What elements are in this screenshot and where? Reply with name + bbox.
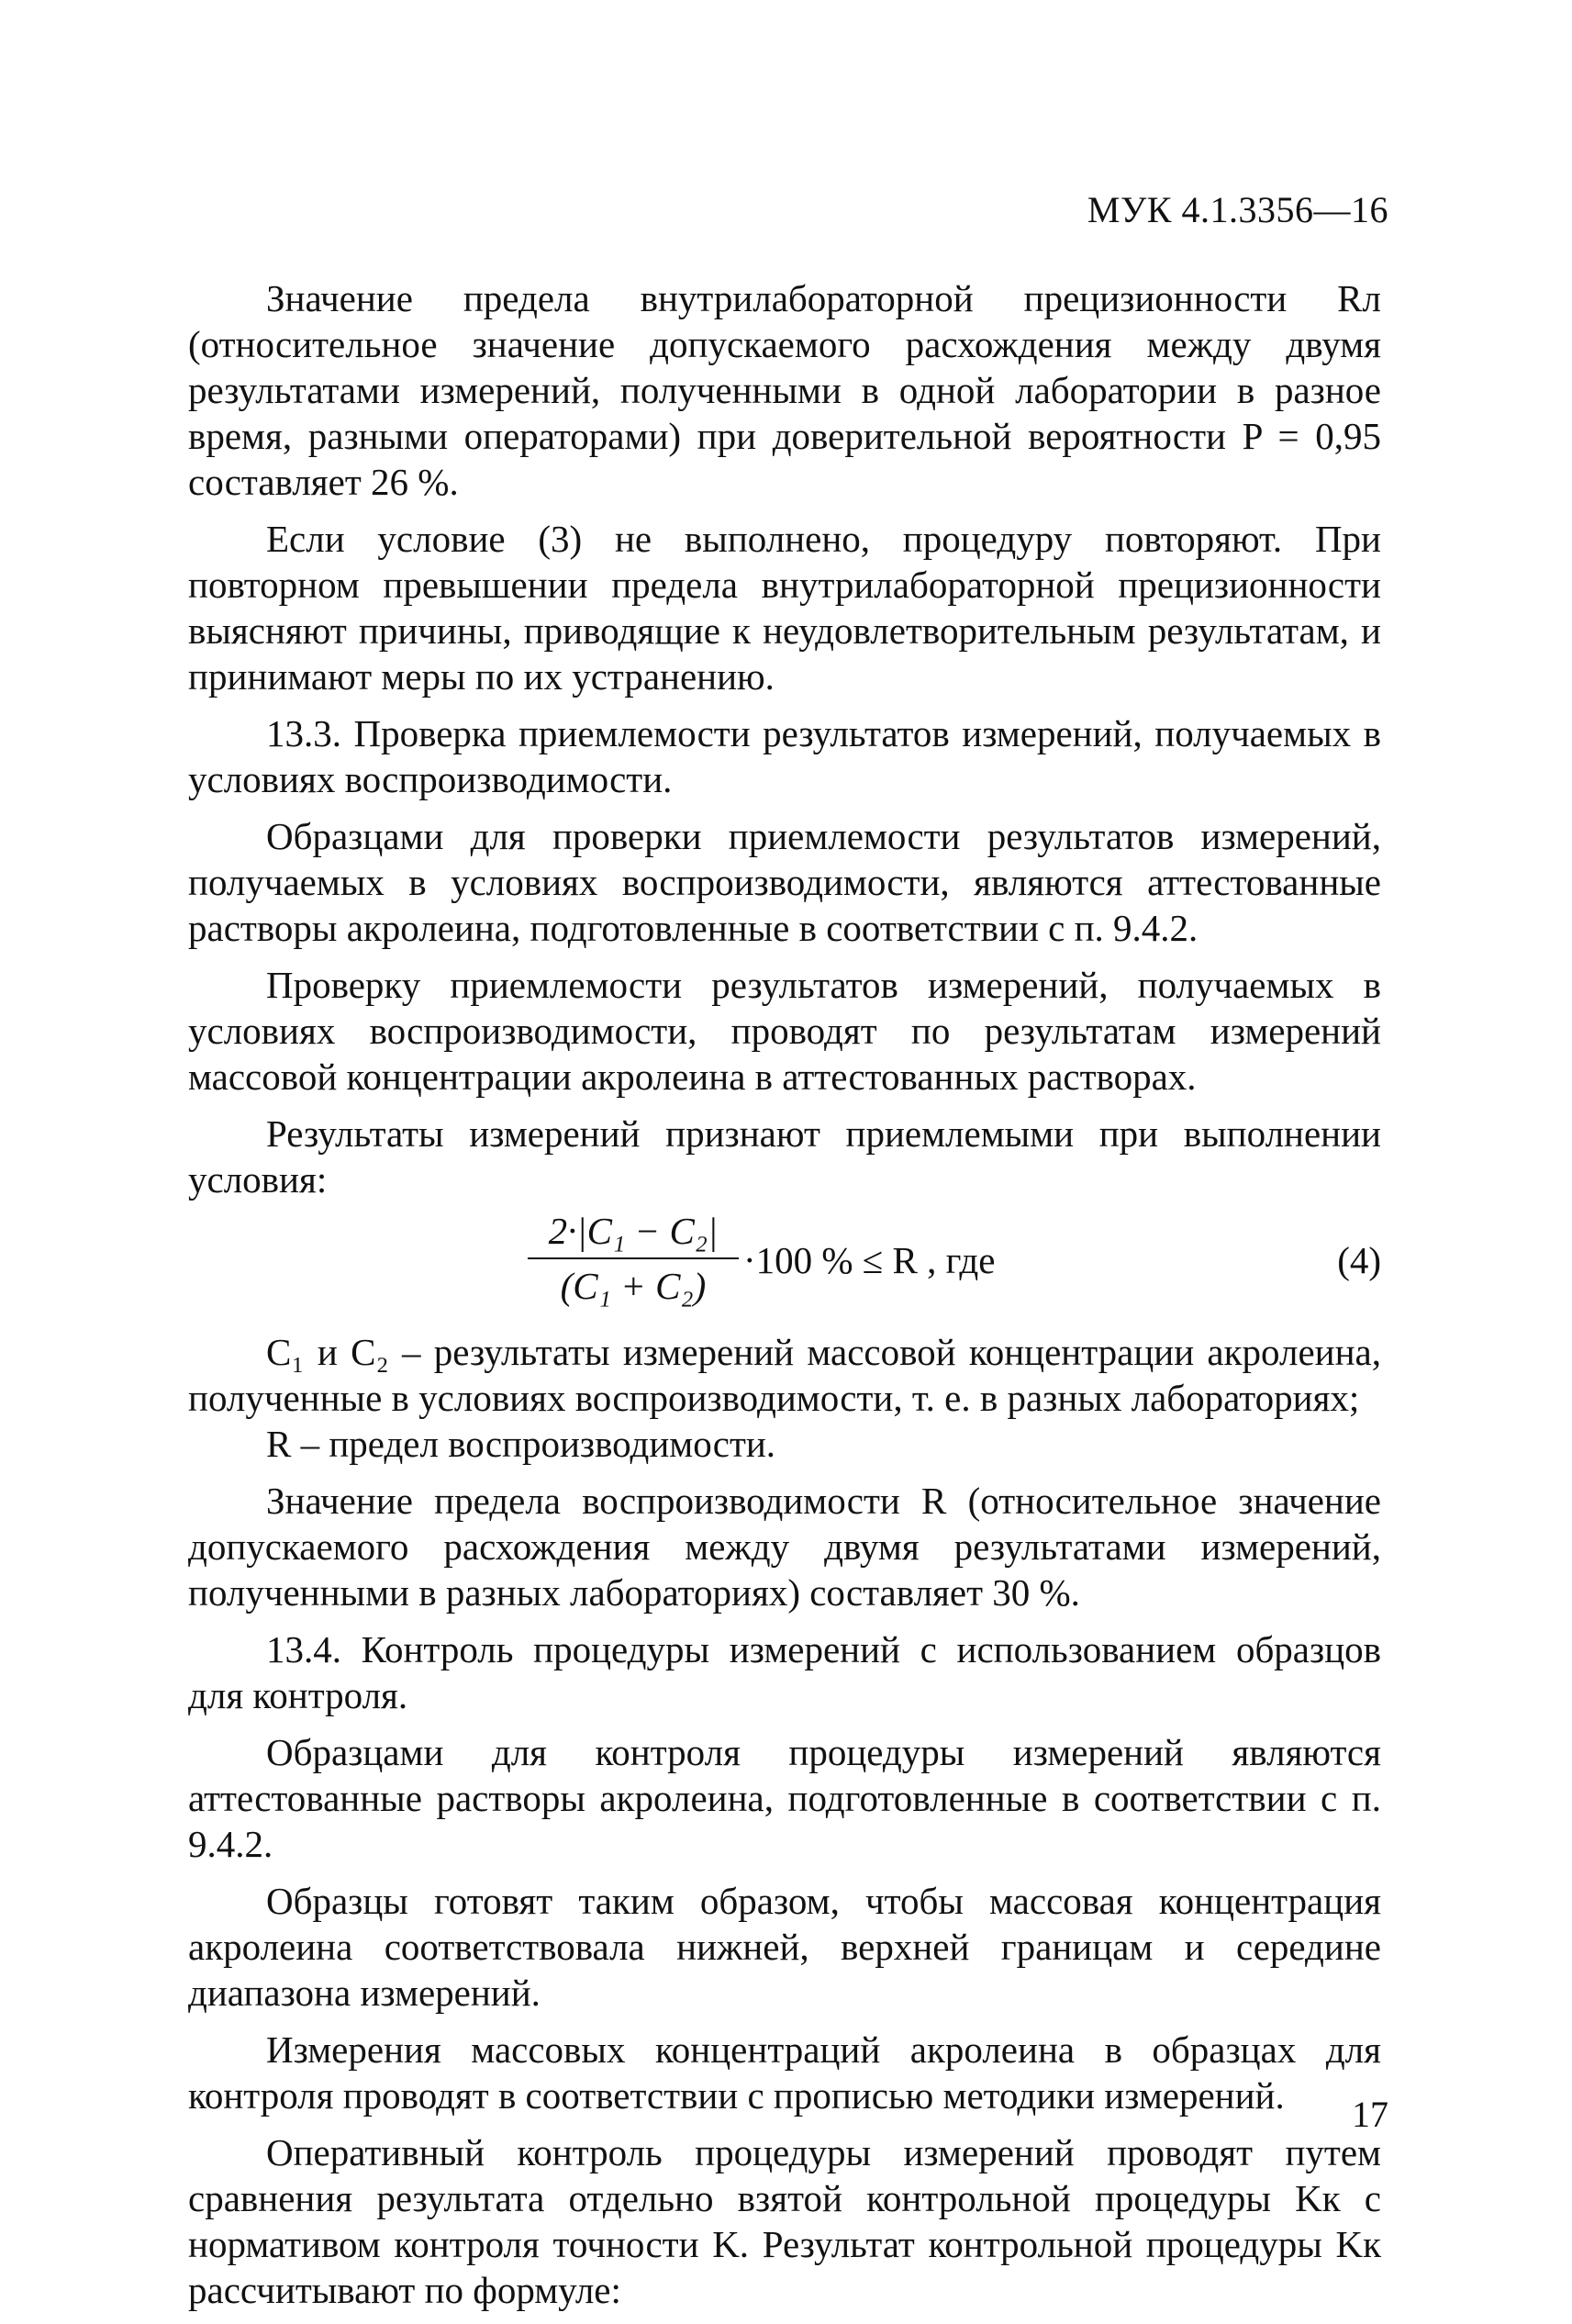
page-number: 17 bbox=[1352, 2094, 1388, 2135]
paragraph-control-samples: Образцами для контроля процедуры измерений являются аттестованные растворы акролеина, подготовленные в соответствии с п. 9.4.2. bbox=[188, 1731, 1381, 1865]
paragraph-reproducibility-check: Проверку приемлемости результатов измерений, получаемых в условиях воспроизводимости, проводят по результатам измерений массовой концентрации акролеина в аттестованных растворах. bbox=[188, 964, 1381, 1098]
document-body bbox=[188, 275, 1381, 2324]
formula-fraction bbox=[528, 1208, 739, 1309]
paragraph-c1-c2-definition: C₁ и C₂ – результаты измерений массовой концентрации акролеина, полученные в условиях воспроизводимости, т. е. в разных лабораториях; bbox=[188, 1331, 1381, 1419]
formula-inequality: ·100 % ≤ R , где bbox=[743, 1239, 996, 1281]
section-13-4-heading: 13.4. Контроль процедуры измерений с использованием образцов для контроля. bbox=[188, 1628, 1381, 1716]
formula-denominator: (C₁ + C₂) bbox=[560, 1265, 707, 1307]
paragraph-r-definition: R – предел воспроизводимости. bbox=[266, 1423, 776, 1465]
formula-4 bbox=[188, 1208, 1381, 1318]
paragraph-within-lab-precision: Значение предела внутрилабораторной прецизионности Rл (относительное значение допускаемого расхождения между двумя результатами измерений, полученными в одной лаборатории в разное время, разными операторами) при доверительной вероятности P = 0,95 составляет 26 %. bbox=[188, 277, 1381, 503]
section-13-3-heading: 13.3. Проверка приемлемости результатов измерений, получаемых в условиях воспроизводимости. bbox=[188, 712, 1381, 800]
paragraph-sample-preparation: Образцы готовят таким образом, чтобы массовая концентрация акролеина соответствовала нижней, верхней границам и середине диапазона измерений. bbox=[188, 1880, 1381, 2014]
paragraph-control-measurements: Измерения массовых концентраций акролеина в образцах для контроля проводят в соответствии с прописью методики измерений. bbox=[188, 2028, 1381, 2117]
paragraph-reproducibility-value: Значение предела воспроизводимости R (относительное значение допускаемого расхождения между двумя результатами измерений, полученными в разных лабораториях) составляет 30 %. bbox=[188, 1480, 1381, 1614]
paragraph-acceptance-condition: Результаты измерений признают приемлемыми при выполнении условия: bbox=[188, 1112, 1381, 1201]
paragraph-condition-not-met: Если условие (3) не выполнено, процедуру повторяют. При повторном превышении предела внутрилабораторной прецизионности выясняют причины, приводящие к неудовлетворительным результатам, и принимают меры по их устранению. bbox=[188, 518, 1381, 698]
document-code: МУК 4.1.3356—16 bbox=[1087, 189, 1388, 230]
formula-number: (4) bbox=[1337, 1239, 1381, 1281]
paragraph-reproducibility-samples: Образцами для проверки приемлемости результатов измерений, получаемых в условиях воспроизводимости, являются аттестованные растворы акролеина, подготовленные в соответствии с п. 9.4.2. bbox=[188, 815, 1381, 949]
paragraph-operational-control: Оперативный контроль процедуры измерений проводят путем сравнения результата отдельно взятой контрольной процедуры Kк с нормативом контроля точности K. Результат контрольной процедуры Kк рассчитывают по формуле: bbox=[188, 2131, 1381, 2311]
formula-numerator: 2·|C₁ − C₂| bbox=[528, 1208, 739, 1259]
